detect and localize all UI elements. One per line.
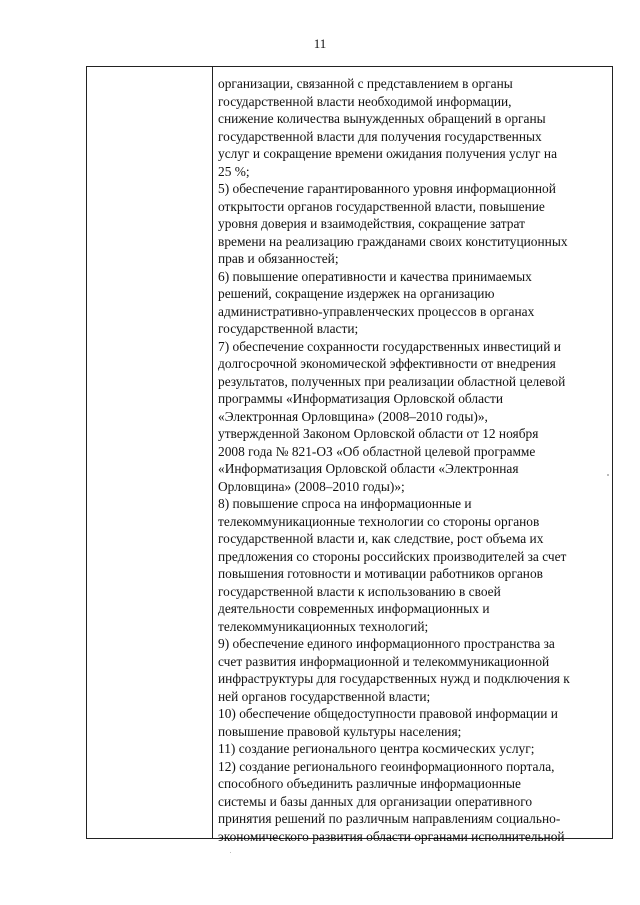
text-line: ней органов государственной власти;: [218, 688, 431, 704]
text-line: системы и базы данных для организации оперативного: [218, 793, 533, 809]
text-line: инфраструктуры для государственных нужд и подключения к: [218, 671, 570, 686]
text-line: услуг и сокращение времени ожидания получения услуг на: [218, 146, 558, 161]
text-line: времени на реализацию гражданами своих конституционных: [218, 233, 568, 249]
text-line: 11) создание регионального центра космических услуг;: [218, 741, 535, 756]
text-line: уровня доверия и взаимодействия, сокращение затрат: [218, 216, 525, 231]
table-left-cell: [87, 67, 212, 838]
text-line: 7) обеспечение сохранности государственных инвестиций и: [218, 338, 561, 354]
text-line: повышения готовности и мотивации работников органов: [218, 566, 543, 581]
column-divider: [212, 67, 213, 838]
text-line: 6) повышение оперативности и качества принимаемых: [218, 268, 532, 284]
page-number: 11: [313, 36, 327, 51]
text-line: телекоммуникационные технологии со стороны органов: [218, 513, 540, 529]
text-line: результатов, полученных при реализации областной целевой: [218, 373, 566, 389]
scan-speck: [230, 852, 231, 853]
text-line: способного объединить различные информационные: [218, 776, 521, 791]
text-line: 9) обеспечение единого информационного пространства за: [218, 636, 555, 651]
text-line: организации, связанной с представлением в органы: [218, 76, 513, 91]
text-line: утвержденной Законом Орловской области от 12 ноября: [218, 426, 539, 441]
text-line: программы «Информатизация Орловской области: [218, 391, 503, 406]
scan-speck: [607, 474, 609, 476]
document-table: [86, 66, 613, 844]
text-line: 5) обеспечение гарантированного уровня информационной: [218, 181, 556, 196]
text-line: открытости органов государственной власти, повышение: [218, 198, 545, 214]
text-line: счет развития информационной и телекоммуникационной: [218, 653, 550, 669]
text-line: прав и обязанностей;: [218, 251, 339, 266]
text-line: снижение количества вынужденных обращений в органы: [218, 111, 546, 126]
text-line: Орловщина» (2008–2010 годы)»;: [218, 478, 405, 494]
table-right-cell: [218, 75, 608, 845]
text-line: государственной власти необходимой информации,: [218, 93, 512, 109]
text-line: повышение правовой культуры населения;: [218, 723, 462, 739]
text-line: 25 %;: [218, 163, 250, 179]
text-line: принятия решений по различным направлениям социально-: [218, 811, 561, 826]
text-line: деятельности современных информационных и: [218, 601, 490, 616]
text-line: государственной власти;: [218, 321, 359, 336]
text-line: телекоммуникационных технологий;: [218, 618, 429, 634]
text-line: экономического развития области органами исполнительной: [218, 828, 565, 844]
text-line: государственной власти и, как следствие, рост объема их: [218, 531, 544, 546]
text-line: 8) повышение спроса на информационные и: [218, 496, 472, 511]
text-line: государственной власти к использованию в своей: [218, 583, 501, 599]
text-line: «Электронная Орловщина» (2008–2010 годы)»,: [218, 408, 488, 424]
text-line: административно-управленческих процессов в органах: [218, 303, 535, 319]
text-line: 10) обеспечение общедоступности правовой информации и: [218, 706, 558, 721]
text-line: решений, сокращение издержек на организацию: [218, 286, 495, 301]
text-line: предложения со стороны российских производителей за счет: [218, 548, 567, 564]
text-line: 2008 года № 821-ОЗ «Об областной целевой программе: [218, 443, 536, 459]
text-line: 12) создание регионального геоинформационного портала,: [218, 758, 555, 774]
text-line: долгосрочной экономической эффективности от внедрения: [218, 356, 556, 371]
text-line: «Информатизация Орловской области «Электронная: [218, 461, 519, 476]
text-line: государственной власти для получения государственных: [218, 128, 542, 144]
